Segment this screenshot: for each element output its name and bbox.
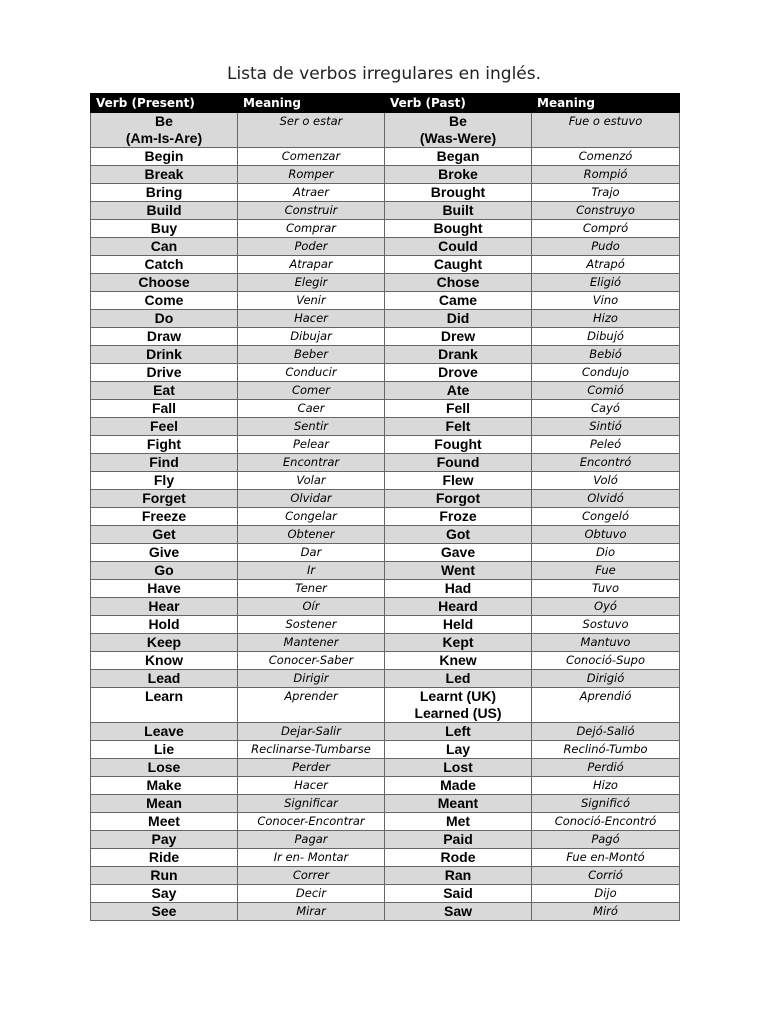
- table-row: [91, 885, 680, 903]
- meaning-present-cell: Mirar: [238, 903, 385, 921]
- meaning-past-cell: Dijo: [532, 885, 680, 903]
- verb-table: [90, 93, 680, 921]
- meaning-present-cell: Beber: [238, 346, 385, 364]
- verb-present-cell: Know: [91, 652, 238, 670]
- meaning-present-cell: Sostener: [238, 616, 385, 634]
- meaning-past-cell: Voló: [532, 472, 680, 490]
- table-row: [91, 220, 680, 238]
- verb-past-cell: Came: [385, 292, 532, 310]
- meaning-present-cell: Dibujar: [238, 328, 385, 346]
- header-verb-present: Verb (Present): [91, 94, 238, 113]
- table-row: [91, 903, 680, 921]
- verb-present-cell: Drink: [91, 346, 238, 364]
- verb-present-cell: Feel: [91, 418, 238, 436]
- meaning-present-cell: Dejar-Salir: [238, 723, 385, 741]
- verb-present-cell: Draw: [91, 328, 238, 346]
- verb-present-cell: Buy: [91, 220, 238, 238]
- verb-present-cell: Pay: [91, 831, 238, 849]
- verb-present-cell: Keep: [91, 634, 238, 652]
- verb-present-cell: Break: [91, 166, 238, 184]
- meaning-past-cell: Fue: [532, 562, 680, 580]
- table-row: [91, 813, 680, 831]
- verb-past-cell: Ate: [385, 382, 532, 400]
- meaning-past-cell: Fue o estuvo: [532, 113, 680, 148]
- meaning-past-cell: Significó: [532, 795, 680, 813]
- meaning-present-cell: Hacer: [238, 310, 385, 328]
- meaning-past-cell: Dibujó: [532, 328, 680, 346]
- meaning-present-cell: Comer: [238, 382, 385, 400]
- meaning-present-cell: Atrapar: [238, 256, 385, 274]
- table-row: [91, 256, 680, 274]
- verb-present-cell: Ride: [91, 849, 238, 867]
- meaning-present-cell: Oír: [238, 598, 385, 616]
- meaning-present-cell: Caer: [238, 400, 385, 418]
- meaning-past-cell: Pudo: [532, 238, 680, 256]
- meaning-past-cell: Hizo: [532, 310, 680, 328]
- verb-present-cell: Meet: [91, 813, 238, 831]
- meaning-present-cell: Mantener: [238, 634, 385, 652]
- verb-present-cell: Choose: [91, 274, 238, 292]
- table-row: [91, 490, 680, 508]
- meaning-past-cell: Condujo: [532, 364, 680, 382]
- meaning-present-cell: Volar: [238, 472, 385, 490]
- meaning-present-cell: Decir: [238, 885, 385, 903]
- meaning-present-cell: Comenzar: [238, 148, 385, 166]
- verb-past-cell: Broke: [385, 166, 532, 184]
- verb-past-cell: Fell: [385, 400, 532, 418]
- verb-past-cell-line: Be: [449, 113, 467, 129]
- verb-present-cell: Come: [91, 292, 238, 310]
- meaning-past-cell: Vino: [532, 292, 680, 310]
- meaning-present-cell: Venir: [238, 292, 385, 310]
- verb-past-cell: Found: [385, 454, 532, 472]
- meaning-past-cell: Comenzó: [532, 148, 680, 166]
- meaning-present-cell: Pagar: [238, 831, 385, 849]
- verb-past-cell: Left: [385, 723, 532, 741]
- meaning-present-cell: Poder: [238, 238, 385, 256]
- table-row: [91, 634, 680, 652]
- verb-present-cell: See: [91, 903, 238, 921]
- meaning-present-cell: Pelear: [238, 436, 385, 454]
- table-row: [91, 849, 680, 867]
- table-row: [91, 454, 680, 472]
- verb-past-cell: Bought: [385, 220, 532, 238]
- table-row: [91, 688, 680, 723]
- meaning-present-cell: Perder: [238, 759, 385, 777]
- meaning-past-cell: Obtuvo: [532, 526, 680, 544]
- meaning-past-cell: Aprendió: [532, 688, 680, 723]
- meaning-present-cell: Olvidar: [238, 490, 385, 508]
- meaning-present-cell: Hacer: [238, 777, 385, 795]
- meaning-present-cell: Ser o estar: [238, 113, 385, 148]
- table-row: [91, 364, 680, 382]
- verb-present-cell: Drive: [91, 364, 238, 382]
- meaning-present-cell: Significar: [238, 795, 385, 813]
- meaning-present-cell: Atraer: [238, 184, 385, 202]
- table-row: [91, 346, 680, 364]
- table-row: [91, 723, 680, 741]
- meaning-present-cell: Correr: [238, 867, 385, 885]
- meaning-past-cell: Tuvo: [532, 580, 680, 598]
- meaning-present-cell: Conducir: [238, 364, 385, 382]
- table-row: [91, 328, 680, 346]
- verb-past-cell: Got: [385, 526, 532, 544]
- meaning-past-cell: Trajo: [532, 184, 680, 202]
- table-row: [91, 652, 680, 670]
- meaning-past-cell: Dirigió: [532, 670, 680, 688]
- verb-past-cell: Saw: [385, 903, 532, 921]
- verb-present-cell: Begin: [91, 148, 238, 166]
- verb-present-cell-line: Be: [155, 113, 173, 129]
- verb-past-cell: Drew: [385, 328, 532, 346]
- verb-past-cell: [385, 113, 532, 148]
- verb-present-cell: Make: [91, 777, 238, 795]
- table-row: [91, 616, 680, 634]
- verb-past-cell-line: (Was-Were): [419, 130, 497, 146]
- meaning-past-cell: Corrió: [532, 867, 680, 885]
- meaning-present-cell: Dar: [238, 544, 385, 562]
- meaning-past-cell: Comió: [532, 382, 680, 400]
- table-row: [91, 202, 680, 220]
- verb-past-cell: Led: [385, 670, 532, 688]
- header-meaning-past: Meaning: [532, 94, 680, 113]
- verb-past-cell: Rode: [385, 849, 532, 867]
- table-row: [91, 795, 680, 813]
- verb-present-cell: Can: [91, 238, 238, 256]
- meaning-past-cell: Dio: [532, 544, 680, 562]
- meaning-past-cell: Peleó: [532, 436, 680, 454]
- verb-present-cell: Mean: [91, 795, 238, 813]
- meaning-past-cell: Cayó: [532, 400, 680, 418]
- meaning-past-cell: Conoció-Encontró: [532, 813, 680, 831]
- table-row: [91, 400, 680, 418]
- table-row: [91, 436, 680, 454]
- verb-past-cell: Gave: [385, 544, 532, 562]
- verb-past-cell-line: Learned (US): [414, 705, 502, 721]
- verb-present-cell: Fight: [91, 436, 238, 454]
- verb-past-cell-line: Learnt (UK): [419, 688, 497, 704]
- verb-present-cell: Build: [91, 202, 238, 220]
- verb-past-cell: Fought: [385, 436, 532, 454]
- table-row: [91, 741, 680, 759]
- meaning-past-cell: Hizo: [532, 777, 680, 795]
- meaning-present-cell: Sentir: [238, 418, 385, 436]
- verb-past-cell: Heard: [385, 598, 532, 616]
- table-row: [91, 598, 680, 616]
- meaning-past-cell: Miró: [532, 903, 680, 921]
- table-row: [91, 580, 680, 598]
- verb-past-cell: Ran: [385, 867, 532, 885]
- verb-past-cell: [385, 688, 532, 723]
- meaning-present-cell: Elegir: [238, 274, 385, 292]
- verb-present-cell: Lie: [91, 741, 238, 759]
- meaning-present-cell: Ir en- Montar: [238, 849, 385, 867]
- verb-present-cell: Fall: [91, 400, 238, 418]
- verb-past-cell: Felt: [385, 418, 532, 436]
- verb-present-cell: Find: [91, 454, 238, 472]
- verb-past-cell: Built: [385, 202, 532, 220]
- table-row: [91, 166, 680, 184]
- table-row: [91, 526, 680, 544]
- verb-present-cell: Eat: [91, 382, 238, 400]
- meaning-past-cell: Bebió: [532, 346, 680, 364]
- verb-past-cell: Began: [385, 148, 532, 166]
- verb-past-cell: Had: [385, 580, 532, 598]
- meaning-past-cell: Compró: [532, 220, 680, 238]
- meaning-past-cell: Mantuvo: [532, 634, 680, 652]
- table-row: [91, 113, 680, 148]
- meaning-past-cell: Sintió: [532, 418, 680, 436]
- table-header-row: [91, 94, 680, 113]
- meaning-present-cell: Dirigir: [238, 670, 385, 688]
- verb-past-cell: Lost: [385, 759, 532, 777]
- meaning-present-cell: Ir: [238, 562, 385, 580]
- verb-past-cell: Lay: [385, 741, 532, 759]
- verb-present-cell: Hear: [91, 598, 238, 616]
- meaning-past-cell: Perdió: [532, 759, 680, 777]
- table-row: [91, 831, 680, 849]
- verb-past-cell: Drove: [385, 364, 532, 382]
- verb-present-cell: Run: [91, 867, 238, 885]
- verb-present-cell: Learn: [91, 688, 238, 723]
- table-row: [91, 759, 680, 777]
- verb-past-cell: Kept: [385, 634, 532, 652]
- table-row: [91, 292, 680, 310]
- verb-past-cell: Knew: [385, 652, 532, 670]
- table-row: [91, 472, 680, 490]
- table-row: [91, 148, 680, 166]
- verb-present-cell: Leave: [91, 723, 238, 741]
- verb-past-cell: Could: [385, 238, 532, 256]
- meaning-past-cell: Rompió: [532, 166, 680, 184]
- meaning-present-cell: Aprender: [238, 688, 385, 723]
- meaning-past-cell: Conoció-Supo: [532, 652, 680, 670]
- verb-past-cell: Paid: [385, 831, 532, 849]
- verb-past-cell: Froze: [385, 508, 532, 526]
- table-row: [91, 867, 680, 885]
- verb-past-cell: Made: [385, 777, 532, 795]
- table-row: [91, 544, 680, 562]
- verb-past-cell: Held: [385, 616, 532, 634]
- verb-present-cell: Bring: [91, 184, 238, 202]
- verb-present-cell: Go: [91, 562, 238, 580]
- meaning-past-cell: Pagó: [532, 831, 680, 849]
- table-row: [91, 777, 680, 795]
- meaning-present-cell: Comprar: [238, 220, 385, 238]
- meaning-present-cell: Encontrar: [238, 454, 385, 472]
- verb-past-cell: Did: [385, 310, 532, 328]
- page-title: Lista de verbos irregulares en inglés.: [226, 64, 542, 84]
- verb-past-cell: Drank: [385, 346, 532, 364]
- table-row: [91, 418, 680, 436]
- meaning-past-cell: Oyó: [532, 598, 680, 616]
- verb-present-cell: Freeze: [91, 508, 238, 526]
- meaning-past-cell: Encontró: [532, 454, 680, 472]
- verb-present-cell: Forget: [91, 490, 238, 508]
- verb-present-cell: Fly: [91, 472, 238, 490]
- table-row: [91, 310, 680, 328]
- table-row: [91, 274, 680, 292]
- verb-past-cell: Forgot: [385, 490, 532, 508]
- verb-present-cell: Catch: [91, 256, 238, 274]
- verb-present-cell: Give: [91, 544, 238, 562]
- meaning-past-cell: Fue en-Montó: [532, 849, 680, 867]
- meaning-present-cell: Obtener: [238, 526, 385, 544]
- table-row: [91, 382, 680, 400]
- header-meaning-present: Meaning: [238, 94, 385, 113]
- verb-present-cell: Lead: [91, 670, 238, 688]
- table-row: [91, 670, 680, 688]
- meaning-past-cell: Olvidó: [532, 490, 680, 508]
- meaning-past-cell: Atrapó: [532, 256, 680, 274]
- verb-past-cell: Said: [385, 885, 532, 903]
- meaning-present-cell: Construir: [238, 202, 385, 220]
- verb-present-cell: Lose: [91, 759, 238, 777]
- verb-present-cell: Get: [91, 526, 238, 544]
- verb-present-cell: Say: [91, 885, 238, 903]
- verb-present-cell: Have: [91, 580, 238, 598]
- meaning-past-cell: Reclinó-Tumbo: [532, 741, 680, 759]
- verb-past-cell: Caught: [385, 256, 532, 274]
- verb-past-cell: Met: [385, 813, 532, 831]
- meaning-present-cell: Reclinarse-Tumbarse: [238, 741, 385, 759]
- verb-past-cell: Brought: [385, 184, 532, 202]
- meaning-past-cell: Eligió: [532, 274, 680, 292]
- verb-past-cell: Meant: [385, 795, 532, 813]
- verb-past-cell: Went: [385, 562, 532, 580]
- header-verb-past: Verb (Past): [385, 94, 532, 113]
- meaning-present-cell: Romper: [238, 166, 385, 184]
- meaning-present-cell: Congelar: [238, 508, 385, 526]
- meaning-present-cell: Tener: [238, 580, 385, 598]
- table-row: [91, 508, 680, 526]
- meaning-past-cell: Sostuvo: [532, 616, 680, 634]
- meaning-present-cell: Conocer-Encontrar: [238, 813, 385, 831]
- table-row: [91, 238, 680, 256]
- verb-present-cell: Do: [91, 310, 238, 328]
- verb-present-cell-line: (Am-Is-Are): [125, 130, 203, 146]
- table-body: [91, 113, 680, 921]
- verb-present-cell: Hold: [91, 616, 238, 634]
- meaning-past-cell: Construyo: [532, 202, 680, 220]
- meaning-past-cell: Congeló: [532, 508, 680, 526]
- table-row: [91, 184, 680, 202]
- verb-present-cell: [91, 113, 238, 148]
- table-row: [91, 562, 680, 580]
- meaning-past-cell: Dejó-Salió: [532, 723, 680, 741]
- meaning-present-cell: Conocer-Saber: [238, 652, 385, 670]
- verb-past-cell: Flew: [385, 472, 532, 490]
- verb-past-cell: Chose: [385, 274, 532, 292]
